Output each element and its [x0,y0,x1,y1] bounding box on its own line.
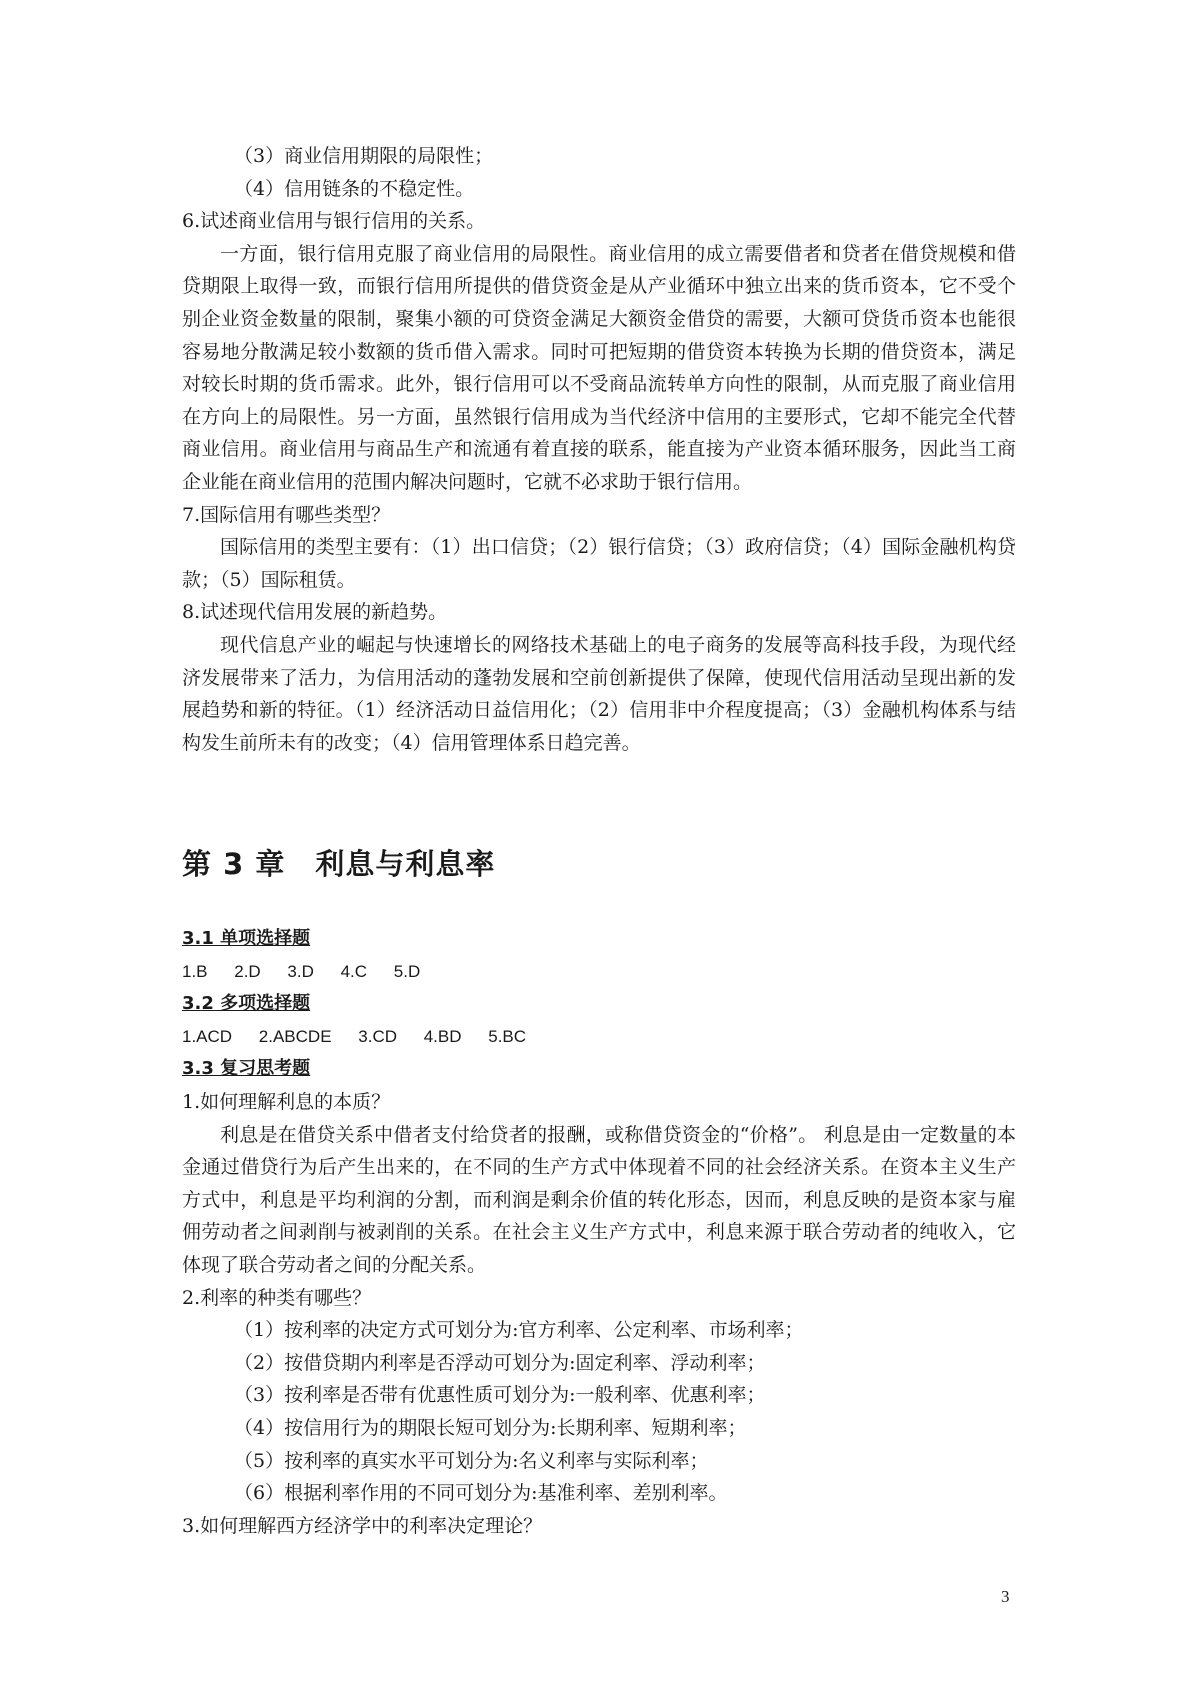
question-heading: 8.试述现代信用发展的新趋势。 [182,601,448,624]
list-item: （2）按借贷期内利率是否浮动可划分为:固定利率、浮动利率； [234,1351,766,1374]
list-item: （3）按利率是否带有优惠性质可划分为:一般利率、优惠利率； [234,1384,766,1407]
answer-paragraph: 一方面，银行信用克服了商业信用的局限性。商业信用的成立需要借者和贷者在借贷规模和借贷期限上取得一致，而银行信用所提供的借贷资金是从产业循环中独立出来的货币资本，它不受个别企业资金数量的限制，聚集小额的可贷资金满足大额资金借贷的需要，大额可贷货币资本也能很容易地分散满足较小数额的货币借入需求。同时可把短期的借贷资本转换为长期的借贷资本，满足对较长时期的货币需求。此外，银行信用可以不受商品流转单方向性的限制，从而克服了商业信用在方向上的局限性。另一方面，虽然银行信用成为当代经济中信用的主要形式，它却不能完全代替商业信用。商业信用与商品生产和流通有着直接的联系，能直接为产业资本循环服务，因此当工商企业能在商业信用的范围内解决问题时，它就不必求助于银行信用。 [182,242,1016,493]
list-item: （4）信用链条的不稳定性。 [234,177,475,200]
answer-key: 1.ACD 2.ABCDE 3.CD 4.BD 5.BC [182,1026,527,1046]
answer-paragraph: 利息是在借贷关系中借者支付给贷者的报酬，或称借贷资金的“价格”。 利息是由一定数量的本金通过借贷行为后产生出来的，在不同的生产方式中体现着不同的社会经济关系。在资本主义生产方式中，利息是平均利润的分割，而利润是剩余价值的转化形态，因而，利息反映的是资本家与雇佣劳动者之间剥削与被剥削的关系。在社会主义生产方式中，利息来源于联合劳动者的纯收入，它体现了联合劳动者之间的分配关系。 [182,1123,1016,1276]
list-item: （4）按信用行为的期限长短可划分为:长期利率、短期利率； [234,1416,747,1439]
list-item: （1）按利率的决定方式可划分为:官方利率、公定利率、市场利率； [234,1319,804,1342]
section-heading: 3.2 多项选择题 [182,993,311,1015]
page-body-part1 [182,140,1016,759]
list-item: （5）按利率的真实水平可划分为:名义利率与实际利率； [234,1449,709,1472]
section-heading: 3.1 单项选择题 [182,928,311,949]
question-heading: 7.国际信用有哪些类型？ [182,503,391,526]
section-heading: 3.3 复习思考题 [182,1058,311,1080]
answer-paragraph: 现代信息产业的崛起与快速增长的网络技术基础上的电子商务的发展等高科技手段，为现代经济发展带来了活力，为信用活动的蓬勃发展和空前创新提供了保障，使现代信用活动呈现出新的发展趋势和新的特征。（1）经济活动日益信用化；（2）信用非中介程度提高；（3）金融机构体系与结构发生前所未有的改变；（4）信用管理体系日趋完善。 [182,633,1016,754]
answer-key: 1.B 2.D 3.D 4.C 5.D [182,961,421,981]
chapter-title: 第 3 章 利息与利息率 [182,847,496,881]
list-item: （3）商业信用期限的局限性； [234,145,494,167]
question-heading: 1.如何理解利息的本质？ [182,1090,391,1113]
answer-paragraph: 国际信用的类型主要有：（1）出口信贷；（2）银行信贷；（3）政府信贷；（4）国际金融机构贷款；（5）国际租赁。 [182,536,1016,591]
question-heading: 3.如何理解西方经济学中的利率决定理论？ [182,1514,543,1537]
page-body-part2 [182,923,1016,1542]
question-heading: 2.利率的种类有哪些？ [182,1286,372,1309]
question-heading: 6.试述商业信用与银行信用的关系。 [182,210,486,233]
list-item: （6）根据利率作用的不同可划分为:基准利率、差别利率。 [234,1482,728,1505]
page-number: 3 [1001,1587,1010,1606]
